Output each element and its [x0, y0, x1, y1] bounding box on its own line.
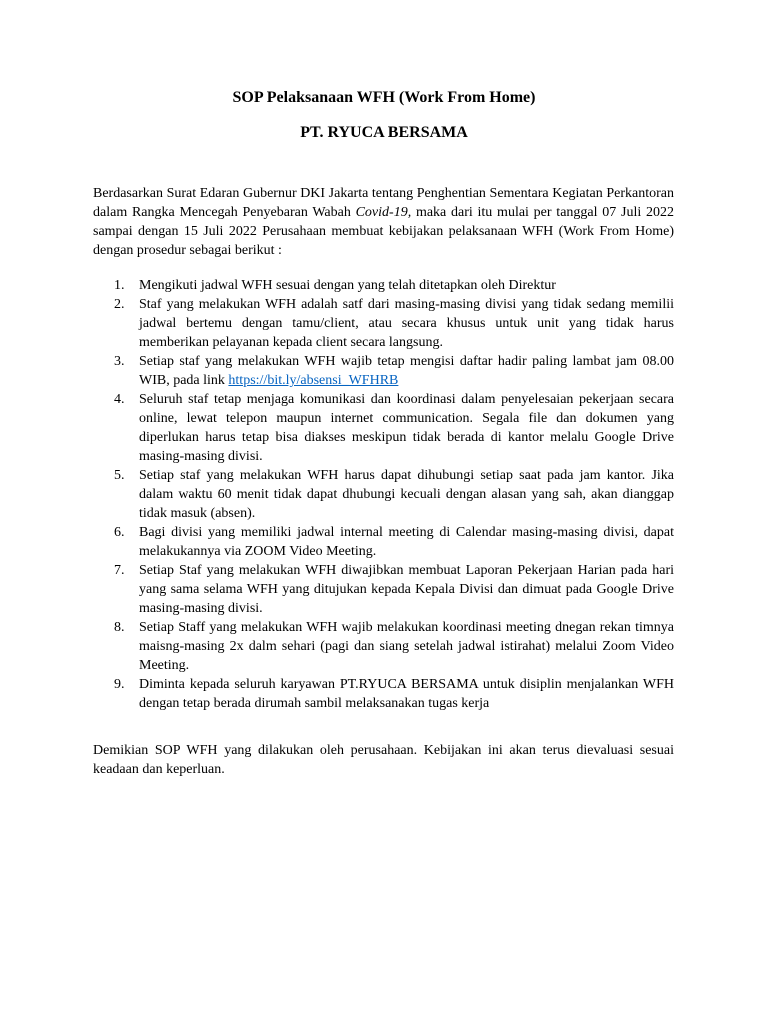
list-number: 4. [114, 392, 125, 407]
list-item [93, 390, 674, 466]
list-item [93, 561, 674, 618]
list-item [93, 523, 674, 561]
intro-paragraph [93, 184, 674, 260]
document-title: SOP Pelaksanaan WFH (Work From Home) [232, 89, 536, 106]
list-number: 7. [114, 563, 125, 578]
list-item-text: Mengikuti jadwal WFH sesuai dengan yang telah ditetapkan oleh Direktur [139, 278, 556, 293]
list-item-text: Seluruh staf tetap menjaga komunikasi dan koordinasi dalam penyelesaian pekerjaan secara online, lewat telepon maupun internet communication. Segala file dan dokumen yang diperlukan harus tetap bisa diakses meskipun tidak berada di kantor melalu Google Drive masing-masing divisi. [139, 392, 674, 464]
list-number: 6. [114, 525, 125, 540]
list-item-text: Diminta kepada seluruh karyawan PT.RYUCA BERSAMA untuk disiplin menjalankan WFH dengan tetap berada dirumah sambil melaksanakan tugas kerja [139, 677, 674, 711]
list-item-text: Staf yang melakukan WFH adalah satf dari masing-masing divisi yang tidak sedang memilii jadwal bertemu dengan tamu/client, atau secara khusus untuk unit yang tidak harus memberikan pelayanan kepada client secara langsung. [139, 297, 674, 350]
list-number: 2. [114, 297, 125, 312]
list-item-text: Setiap staf yang melakukan WFH wajib tetap mengisi daftar hadir paling lambat jam 08.00 WIB, pada link [139, 354, 674, 388]
intro-text-end: maka dari itu mulai per tanggal 07 Juli 2022 sampai dengan 15 Juli 2022 Perusahaan membuat kebijakan pelaksanaan WFH (Work From Home) dengan prosedur sebagai berikut : [93, 205, 674, 258]
list-item-text: Setiap staf yang melakukan WFH harus dapat dihubungi setiap saat pada jam kantor. Jika dalam waktu 60 menit tidak dapat dhubungi kecuali dengan alasan yang sah, akan dianggap tidak masuk (absen). [139, 468, 674, 521]
list-item [93, 276, 674, 295]
intro-text-start: Berdasarkan Surat Edaran Gubernur DKI Jakarta tentang Penghentian Sementara Kegiatan Perkantoran dalam Rangka Mencegah Penyebaran Wabah [93, 186, 674, 220]
list-number: 5. [114, 468, 125, 483]
intro-emphasis: Covid-19, [355, 205, 412, 220]
list-item [93, 352, 674, 390]
company-name: PT. RYUCA BERSAMA [300, 124, 468, 141]
list-item-text: Setiap Staf yang melakukan WFH diwajibkan membuat Laporan Pekerjaan Harian pada hari yang sama selama WFH yang ditujukan kepada Kepala Divisi dan dimuat pada Google Drive masing-masing divisi. [139, 563, 674, 616]
attendance-link[interactable]: https://bit.ly/absensi_WFHRB [228, 373, 399, 388]
list-item [93, 618, 674, 675]
list-item [93, 295, 674, 352]
list-number: 9. [114, 677, 125, 692]
list-number: 8. [114, 620, 125, 635]
list-number: 3. [114, 354, 125, 369]
list-item-text: Bagi divisi yang memiliki jadwal internal meeting di Calendar masing-masing divisi, dapat melakukannya via ZOOM Video Meeting. [139, 525, 674, 559]
list-item [93, 675, 674, 713]
list-item [93, 466, 674, 523]
list-item-text: Setiap Staff yang melakukan WFH wajib melakukan koordinasi meeting dnegan rekan timnya maisng-masing 2x dalm sehari (pagi dan siang setelah jadwal istirahat) melalui Zoom Video Meeting. [139, 620, 674, 673]
closing-paragraph: Demikian SOP WFH yang dilakukan oleh perusahaan. Kebijakan ini akan terus dievaluasi sesuai keadaan dan keperluan. [93, 743, 674, 777]
procedure-list [93, 276, 674, 713]
list-number: 1. [114, 278, 125, 293]
